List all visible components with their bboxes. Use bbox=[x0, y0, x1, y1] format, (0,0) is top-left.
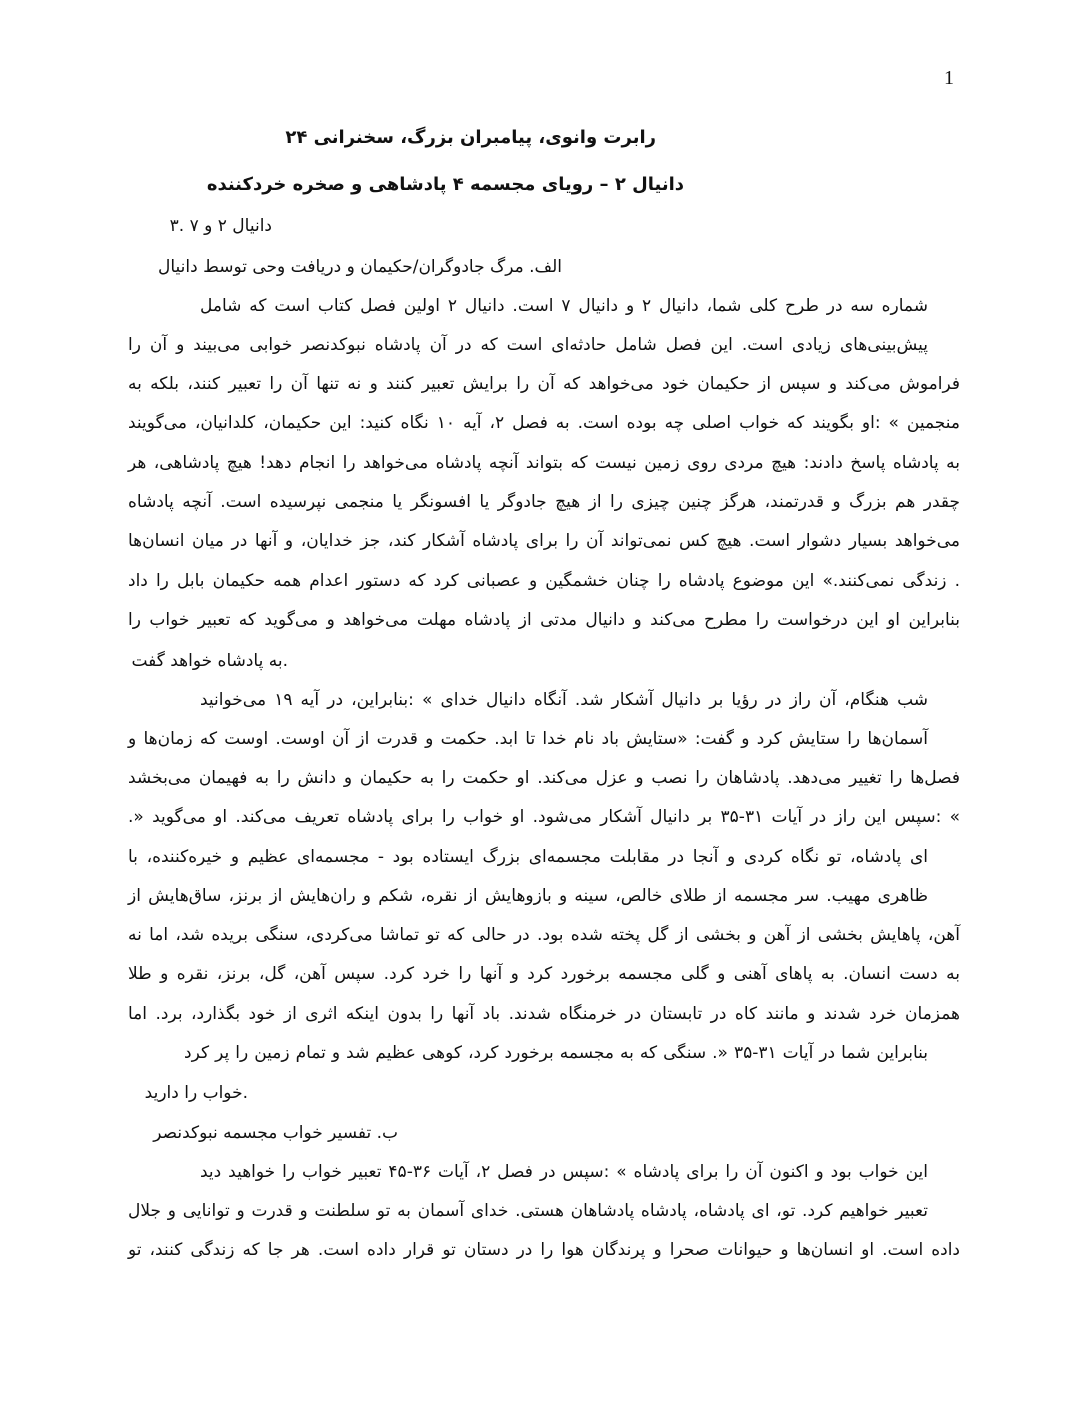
paragraph-line: به پادشاه پاسخ دادند: هیچ مردی روی زمین نیست که بتواند آنچه پادشاه می‌خواهد را انجام دهد! هیچ پادشاهی، هر bbox=[128, 453, 960, 473]
paragraph-line: . زندگی نمی‌کنند.» این موضوع پادشاه را چنان خشمگین و عصبانی کرد که دستور اعدام همه حکیمان بابل را داد bbox=[128, 571, 960, 591]
paragraph-line: منجمین » :او بگویند که خواب اصلی چه بوده است. به فصل ۲، آیه ۱۰ نگاه کنید: این حکیمان، کلدانیان، می‌گویند bbox=[128, 413, 960, 433]
page-number: 1 bbox=[944, 67, 954, 89]
document-title: رابرت وانوی، پیامبران بزرگ، سخنرانی ۲۴ bbox=[285, 127, 656, 148]
paragraph-line: شب هنگام، آن راز در رؤیا بر دانیال آشکار شد. آنگاه دانیال خدای » :بنابراین، در آیه ۱۹ می‌خوانید bbox=[200, 690, 928, 710]
paragraph-line: بنابراین او این درخواست را مطرح می‌کند و دانیال مدتی از پادشاه مهلت می‌خواهد و می‌گوید که تعبیر خواب را bbox=[128, 610, 960, 630]
paragraph-line: شماره سه در طرح کلی شما، دانیال ۲ و دانیال ۷ است. دانیال ۲ اولین فصل کتاب است که شامل bbox=[200, 296, 928, 316]
paragraph-line: این خواب بود و اکنون آن را برای پادشاه » :سپس در فصل ۲، آیات ۳۶-۴۵ تعبیر خواب را خواهید دید bbox=[200, 1162, 928, 1182]
paragraph-line: » :سپس این راز در آیات ۳۱-۳۵ بر دانیال آشکار می‌شود. او خواب را برای پادشاه تعریف می‌کند. او می‌گوید «. bbox=[128, 807, 960, 827]
paragraph-line: ظاهری مهیب. سر مجسمه از طلای خالص، سینه و بازوهایش از نقره، شکم و ران‌هایش از برنز، ساق‌هایش از bbox=[128, 886, 928, 906]
scripture-reference: دانیال ۲ و ۷ .۳ bbox=[169, 216, 272, 236]
paragraph-line: بنابراین شما در آیات ۳۱-۳۵ «. سنگی که به مجسمه برخورد کرد، کوهی عظیم شد و تمام زمین را پر کرد bbox=[184, 1043, 928, 1063]
paragraph-line: آسمان‌ها را ستایش کرد و گفت: «ستایش باد نام خدا تا ابد. حکمت و قدرت از آن اوست. اوست که زمان‌ها و bbox=[128, 729, 928, 749]
paragraph-line: چقدر هم بزرگ و قدرتمند، هرگز چنین چیزی را از هیچ جادوگر یا افسونگر یا منجمی نپرسیده است. آنچه پادشاه bbox=[128, 492, 960, 512]
paragraph-line: فراموش می‌کند و سپس از حکیمان خود می‌خواهد که آن را برایش تعبیر کنند و نه تنها آن را تعبیر کنند، بلکه به bbox=[128, 374, 960, 394]
paragraph-line: می‌خواهد بسیار دشوار است. هیچ کس نمی‌تواند آن را برای پادشاه آشکار کند، جز خدایان، و آنها در میان انسان‌ها bbox=[128, 531, 960, 551]
paragraph-line: .به پادشاه خواهد گفت bbox=[131, 651, 288, 671]
paragraph-line: ای پادشاه، تو نگاه کردی و آنجا در مقابلت مجسمه‌ای بزرگ ایستاده بود - مجسمه‌ای عظیم و خیره‌کننده، با bbox=[128, 847, 928, 867]
section-a-heading: الف. مرگ جادوگران/حکیمان و دریافت وحی توسط دانیال bbox=[157, 257, 562, 277]
paragraph-line: همزمان خرد شدند و مانند کاه در تابستان در خرمنگاه شدند. باد آنها را بدون اینکه اثری از خود بگذارد، برد. اما bbox=[128, 1004, 960, 1024]
paragraph-line: فصل‌ها را تغییر می‌دهد. پادشاهان را نصب و عزل می‌کند. او حکمت را به حکیمان و دانش را به فهیمان می‌بخشد bbox=[128, 768, 960, 788]
document-subtitle: دانیال ۲ – رویای مجسمه ۴ پادشاهی و صخره خردکننده bbox=[206, 174, 684, 195]
paragraph-line: داده است. او انسان‌ها و حیوانات صحرا و پرندگان هوا را در دستان تو قرار داده است. هر جا که زندگی کنند، تو bbox=[128, 1240, 960, 1260]
paragraph-line: .خواب را دارید bbox=[144, 1083, 248, 1103]
paragraph-line: پیش‌بینی‌های زیادی است. این فصل شامل حادثه‌ای است که در آن پادشاه نبوکدنصر خوابی می‌بیند و آن را bbox=[128, 335, 928, 355]
paragraph-line: به دست انسان. به پاهای آهنی و گلی مجسمه برخورد کرد و آنها را خرد کرد. سپس آهن، گل، برنز، نقره و طلا bbox=[128, 964, 960, 984]
paragraph-line: آهن، پاهایش بخشی از آهن و بخشی از گل پخته شده بود. در حالی که تو تماشا می‌کردی، سنگی بریده شد، اما نه bbox=[128, 925, 960, 945]
paragraph-line: تعبیر خواهیم کرد. تو، ای پادشاه، پادشاه پادشاهان هستی. خدای آسمان به تو سلطنت و قدرت و توانایی و جلال bbox=[128, 1201, 928, 1221]
section-b-heading: ب. تفسیر خواب مجسمه نبوکدنصر bbox=[153, 1123, 398, 1143]
